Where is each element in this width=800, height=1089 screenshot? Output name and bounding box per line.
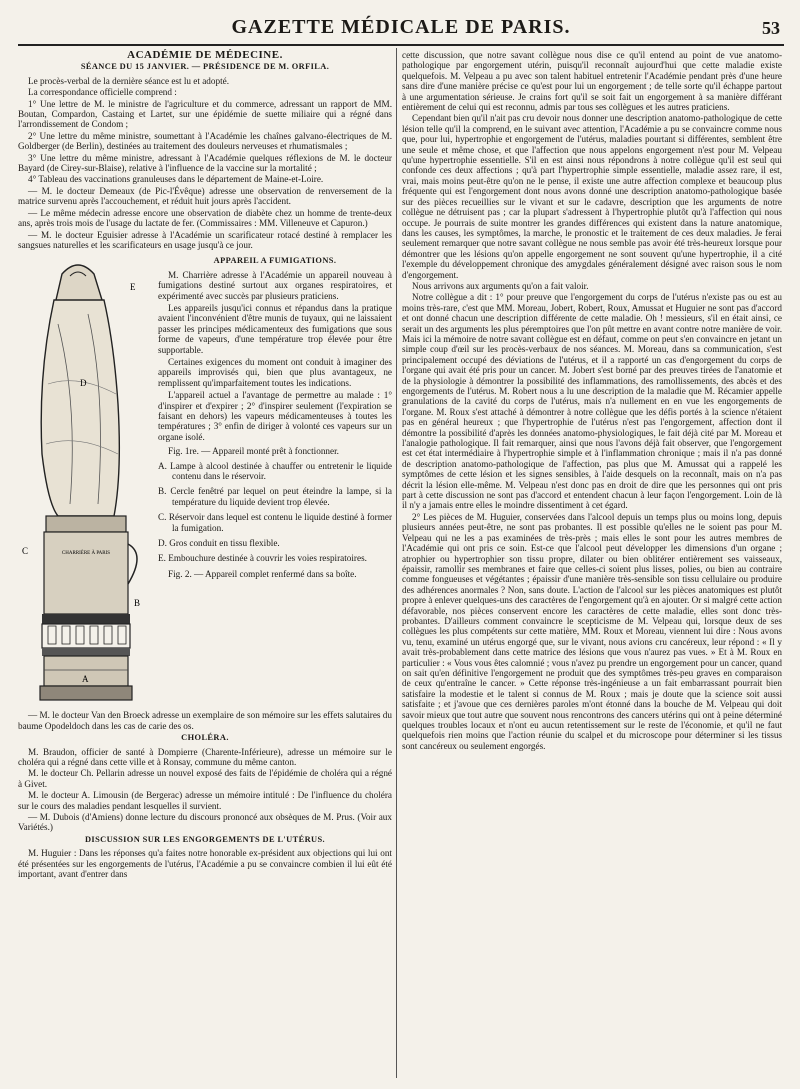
- legend-item: E. Embouchure destinée à couvrir les voies respiratoires.: [158, 553, 367, 564]
- label-C: C: [22, 546, 29, 557]
- paragraph: Certaines exigences du moment ont conduit à imaginer des appareils improvisés qui, bien que plus avantageux, ne remplissent qu'imparfaitement toutes les indications.: [158, 356, 392, 388]
- paragraph: — M. le docteur Van den Broeck adresse un exemplaire de son mémoire sur les effets salutaires du baume Opodeldoch dans les cas de carie des os.: [18, 710, 392, 731]
- right-paragraphs: [402, 50, 782, 751]
- session-line: SÉANCE DU 15 JANVIER. — PRÉSIDENCE DE M. ORFILA.: [80, 62, 330, 72]
- newspaper-page: [18, 10, 784, 1080]
- paragraph: M. Huguier : Dans les réponses qu'a faites notre honorable ex-président aux objections qui lui ont été présentées sur les engorgements de l'utérus, l'Académie a pu se convaincre combien il lui eût été important, avant d'entrer dans: [18, 848, 392, 879]
- paragraph: 3° Une lettre du même ministre, adressant à l'Académie quelques réflexions de M. le docteur Bayard (de Cirey-sur-Blaise), relative à l'influence de la vaccine sur la mortalité ;: [18, 152, 392, 174]
- legend-item: C. Réservoir dans lequel est contenu le liquide destiné à former la fumigation.: [158, 512, 392, 533]
- right-column: [402, 50, 782, 752]
- cholera-title: CHOLÉRA.: [181, 733, 229, 743]
- paragraph: Notre collègue a dit : 1° pour preuve que l'engorgement du corps de l'utérus n'existe pas ou est au moins très-rare, c'est que MM. Moreau, Jobert, Robert, Roux, Amussat et Huguier ne sont pas d'accord et ont donné chacun une description différente de cette maladie. Oh ! messieurs, s'il en était ainsi, ce serait un des arguments les plus péremptoires que l'on pût mettre en avant contre notre manière de voir. Mais ici la mémoire de notre savant collègue est en défaut, comme on peut s'en convaincre en jetant un simple coup d'œil sur les procès-verbaux de nos séances. M. Moreau, dans sa communication, s'est principalement occupé des déviations de l'utérus, et il a rapporté un cas d'engorgement du corps de l'organe qui avait été pris pour un cancer. M. Jobert s'est borné par des preuves tirées de l'anatomie et de la physiologie à démontrer la possibilité des inflammations, des ramollissements, des abcès et des engorgements de l'utérus. M. Robert nous a lu une description de la maladie que M. Récamier appelle granulations de la cavité du corps de l'utérus, mais n'a nullement en en vue les engorgements de l'organe. M. Roux s'est attaché à démontrer à notre collègue que les défis portés à la science n'étaient pas en général heureux ; que l'hypertrophie de l'utérus n'est pas l'engorgement, affection dont il démontre la possibilité d'après les données anatomo-physiologiques, le fait déjà cité par M. Moreau et l'analogie pathologique. Il fait remarquer, ainsi que nous l'avons déjà fait observer, que l'engorgement est cet état intermédiaire à l'hypertrophie simple et à l'inflammation chronique ; mais il n'a pas donné de description anatomo-pathologique de l'affection, pas plus que M. Amussat qui a rappelé les symptômes de cette lésion et les signes sensibles, à l'aide desquels on la reconnaît, mais on n'a pas décrit la lésion elle-même. M. Velpeau n'est donc pas en droit de dire que les personnes qui ont pris part à cette discussion ne sont pas d'accord et entendent chacun à leur façon l'engorgement. Loin de là il n'y a jamais entre elles le moindre dissentiment à cet égard.: [402, 292, 782, 511]
- fumigation-apparatus-illustration: [18, 254, 166, 706]
- paragraph: La correspondance officielle comprend :: [28, 87, 177, 98]
- paragraphs-block-d: [18, 848, 392, 879]
- paragraph: Nous arrivons aux arguments qu'on a fait valoir.: [412, 280, 589, 291]
- paragraph: L'appareil actuel a l'avantage de permettre au malade : 1° d'inspirer et d'expirer ; 2° d'inspirer seulement (l'expiration se faisant en dehors) les vapeurs médicamenteuses à toutes les températures ; 3° enfin de diriger à volonté ces vapeurs sur un organe isolé.: [158, 390, 392, 442]
- label-A: A: [82, 674, 89, 685]
- paragraph: Cependant bien qu'il n'ait pas cru devoir nous donner une description anatomo-pathologique de cette lésion telle qu'il la comprend, en le suivant avec attention, l'Académie a pu se convaincre comme nous que, pour lui, hypertrophie et engorgement de l'utérus, maladies pourtant si différentes, semblent être une seule et même chose, et que l'affection que nous appelons engorgement n'est pour M. Velpeau qu'une hypertrophie essentielle. S'il en est ainsi nous répondrons à notre collègue qu'il est seul qui confonde ces deux affections ; qu'à part l'hypertrophie simple essentielle, maladie assez rare, il est, vrai, mais moins peut-être qu'on ne le pense, il existe une autre affection complexe et beaucoup plus fréquente qui est l'engorgement dont nous avons donné une description anatomo-pathologique basée sur des pièces recueillies sur le vivant et sur le cadavre, description que les arguments de notre collègue ne détruisent pas ; car la plupart s'adressent à l'hypertrophie plutôt qu'à l'affection qui nous occupe. Je pourrais de suite montrer les grandes différences qui existent dans la nature anatomique, dans les causes, les symptômes, la marche, le pronostic et le traitement de ces deux maladies. Je ferai seulement remarquer que notre savant collègue ne nous semble pas avoir été très-heureux lorsque pour démontrer que les lésions qu'on appelle engorgement ne sont souvent qu'une hypertrophie, il a cité l'exemple du développement chronique des amygdales généralement désigné avec raison sous le nom d'engorgement.: [402, 113, 782, 280]
- figure-section-title: APPAREIL A FUMIGATIONS.: [213, 256, 337, 266]
- paragraphs-block-c: [18, 747, 392, 833]
- paragraph: 4° Tableau des vaccinations granuleuses dans le département de Maine-et-Loire.: [28, 174, 324, 185]
- label-B: B: [134, 598, 141, 609]
- paragraph: — Le même médecin adresse encore une observation de diabète chez un homme de trente-deux ans, après trois mois de l'usage du lactate de fer. (Commissaires : MM. Villeneuve et Capuron.): [18, 207, 392, 229]
- journal-title: GAZETTE MÉDICALE DE PARIS.: [231, 16, 571, 38]
- figure-legend: [158, 461, 392, 564]
- page-number: 53: [762, 18, 780, 38]
- legend-item: A. Lampe à alcool destinée à chauffer ou entretenir le liquide contenu dans le réservoir.: [158, 460, 392, 482]
- fig1-caption: Fig. 1re. — Appareil monté prêt à fonctionner.: [168, 446, 339, 457]
- paragraphs-block-a: [18, 76, 392, 251]
- legend-item: B. Cercle fenêtré par lequel on peut éteindre la lampe, si la température du liquide devient trop élevée.: [158, 486, 392, 507]
- legend-item: D. Gros conduit en tissu flexible.: [158, 538, 280, 549]
- figure-text: [158, 254, 392, 583]
- section-title: ACADÉMIE DE MÉDECINE.: [127, 49, 283, 61]
- left-column: [18, 50, 392, 880]
- label-D: D: [80, 378, 87, 389]
- paragraph: 2° Les pièces de M. Huguier, conservées dans l'alcool depuis un temps plus ou moins long, depuis plusieurs années peut-être, ne sont pas probantes. Il est possible qu'elles ne le soient pas pour M. Velpeau qui ne les a pas examinées de très-près ; mais elles le sont pour les autres membres de l'Académie qui ont pris ce soin. Est-ce que l'alcool peut développer les dimensions d'un organe ; atrophier ou hypertrophier son tissu propre, dilater ou bien oblitérer entièrement ses vaisseaux, épaissir, ramollir ses membranes et faire que celles-ci soient plus lisses, polies, ou bien au contraire comme fongueuses et végétantes ; épaissir d'une manière très-sensible son tissu cellulaire ou produire des adhérences anormales ? Non, sans doute. L'action de l'alcool sur les pièces anatomiques est plutôt propre à enlever quelques-uns des caractères de l'engorgement qu'à en ajouter. Or si malgré cette action défavorable, nos pièces conservent encore les caractères de cette maladie, elles sont donc très-probantes. D'ailleurs comment convaincre le scepticisme de M. Velpeau qui, lorsque deux de ses collègues les plus compétents sur cette matière, MM. Roux et Moreau, viennent lui dire : Nous avons vu, tenu, examiné un utérus engorgé que, sur le vivant, nous avions cru cancéreux, leur répond : « Il y avait très-probablement dans cette matrice des lésions que vous n'aurez pas vues. » Et à M. Roux en particulier : « Vous vous êtes calomnié ; vous n'avez pu prendre un engorgement pour un cancer, quand on sait qu'en définitive l'engorgement ne produit que des symptômes très-peu graves en comparaison de ceux qu'entraîne le cancer. » Cette réponse très-ingénieuse a un fait embarrassant pourrait bien satisfaire la modestie et le talent si connus de M. Roux ; mais je doute que la science soit aussi satisfaite ; et j'avoue que ces dernières paroles m'ont étonné dans la bouche de M. Velpeau qui doit savoir mieux que tout autre que souvent nous rencontrons des cancers utérins qui ont à peine déterminé quelques troubles locaux et n'ont eu aucun retentissement sur le reste de l'économie, et qu'il ne faut quelquefois rien moins que l'action réunie du scalpel et du microscope pour déterminer si les tissus sont cancéreux ou seulement engorgés.: [402, 511, 782, 751]
- discussion-title: DISCUSSION SUR LES ENGORGEMENTS DE L'UTÉRUS.: [84, 834, 326, 844]
- paragraph: — M. Dubois (d'Amiens) donne lecture du discours prononcé aux obsèques de M. Prus. (Voir aux Variétés.): [18, 811, 392, 833]
- label-E: E: [130, 282, 136, 293]
- paragraph: Le procès-verbal de la dernière séance est lu et adopté.: [28, 75, 229, 86]
- paragraphs-block-b: [18, 710, 392, 731]
- fig2-caption: Fig. 2. — Appareil complet renfermé dans sa boîte.: [168, 568, 357, 579]
- column-rule: [396, 48, 397, 1078]
- paragraph: M. le docteur A. Limousin (de Bergerac) adresse un mémoire intitulé : De l'influence du choléra sur le cours des maladies pendant lesquelles il survient.: [18, 790, 392, 811]
- paragraph: cette discussion, que notre savant collègue nous dise ce qu'il entend au point de vue anatomo-pathologique par engorgement utérin, puisqu'il reconnaît aujourd'hui que cette maladie existe quelquefois. M. Velpeau a pu avec son talent habituel entretenir l'Académie pendant près d'une heure sans dire d'une manière précise ce qu'est pour lui un engorgement ; de telle sorte qu'il échappe partout à une argumentation sérieuse. Je crains fort qu'il se soit fait un engorgement à sa manière différant entièrement de celui qui est reconnu, admis par tous ses collègues et les autres praticiens.: [402, 50, 782, 113]
- fumigation-figure-block: [18, 254, 392, 706]
- paragraph: M. Braudon, officier de santé à Dompierre (Charente-Inférieure), adresse un mémoire sur le choléra qui a régné dans cette ville et à Ronsay, commune du même canton.: [18, 746, 392, 767]
- box-label: CHARRIÈRE À PARIS: [61, 551, 111, 557]
- paragraph: M. le docteur Ch. Pellarin adresse un nouvel exposé des faits de l'épidémie de choléra qui a régné à Givet.: [18, 768, 392, 789]
- figure-paragraphs: [158, 270, 392, 443]
- page-header: [18, 10, 784, 46]
- paragraph: 2° Une lettre du même ministre, soumettant à l'Académie les chaînes galvano-électriques de M. Goldberger (de Berlin), destinées au traitement des douleurs nerveuses et rhumatismales ;: [18, 130, 392, 152]
- paragraph: 1° Une lettre de M. le ministre de l'agriculture et du commerce, adressant un rapport de MM. Boutan, Compardon, Castaing et Lartet, sur une épidémie de suette miliaire qui a régné dans l'arrondissement de Condom ;: [18, 98, 392, 130]
- paragraph: Les appareils jusqu'ici connus et répandus dans la pratique avaient l'inconvénient d'être munis de tuyaux, qui ne laissaient passer les principes médicamenteux des fumigations que sous forme de vapeurs, d'une température trop élevée pour être supportable.: [158, 302, 392, 355]
- paragraph: — M. le docteur Demeaux (de Pic-l'Évêque) adresse une observation de renversement de la matrice survenu après l'accouchement, et réduit huit jours après l'accident.: [18, 185, 392, 207]
- paragraph: M. Charrière adresse à l'Académie un appareil nouveau à fumigations destiné surtout aux organes respiratoires, et expérimenté avec succès par plusieurs praticiens.: [158, 269, 392, 301]
- paragraph: — M. le docteur Eguisier adresse à l'Académie un scarificateur rotacé destiné à remplacer les sangsues naturelles et les scarificateurs en usage jusqu'à ce jour.: [18, 229, 392, 250]
